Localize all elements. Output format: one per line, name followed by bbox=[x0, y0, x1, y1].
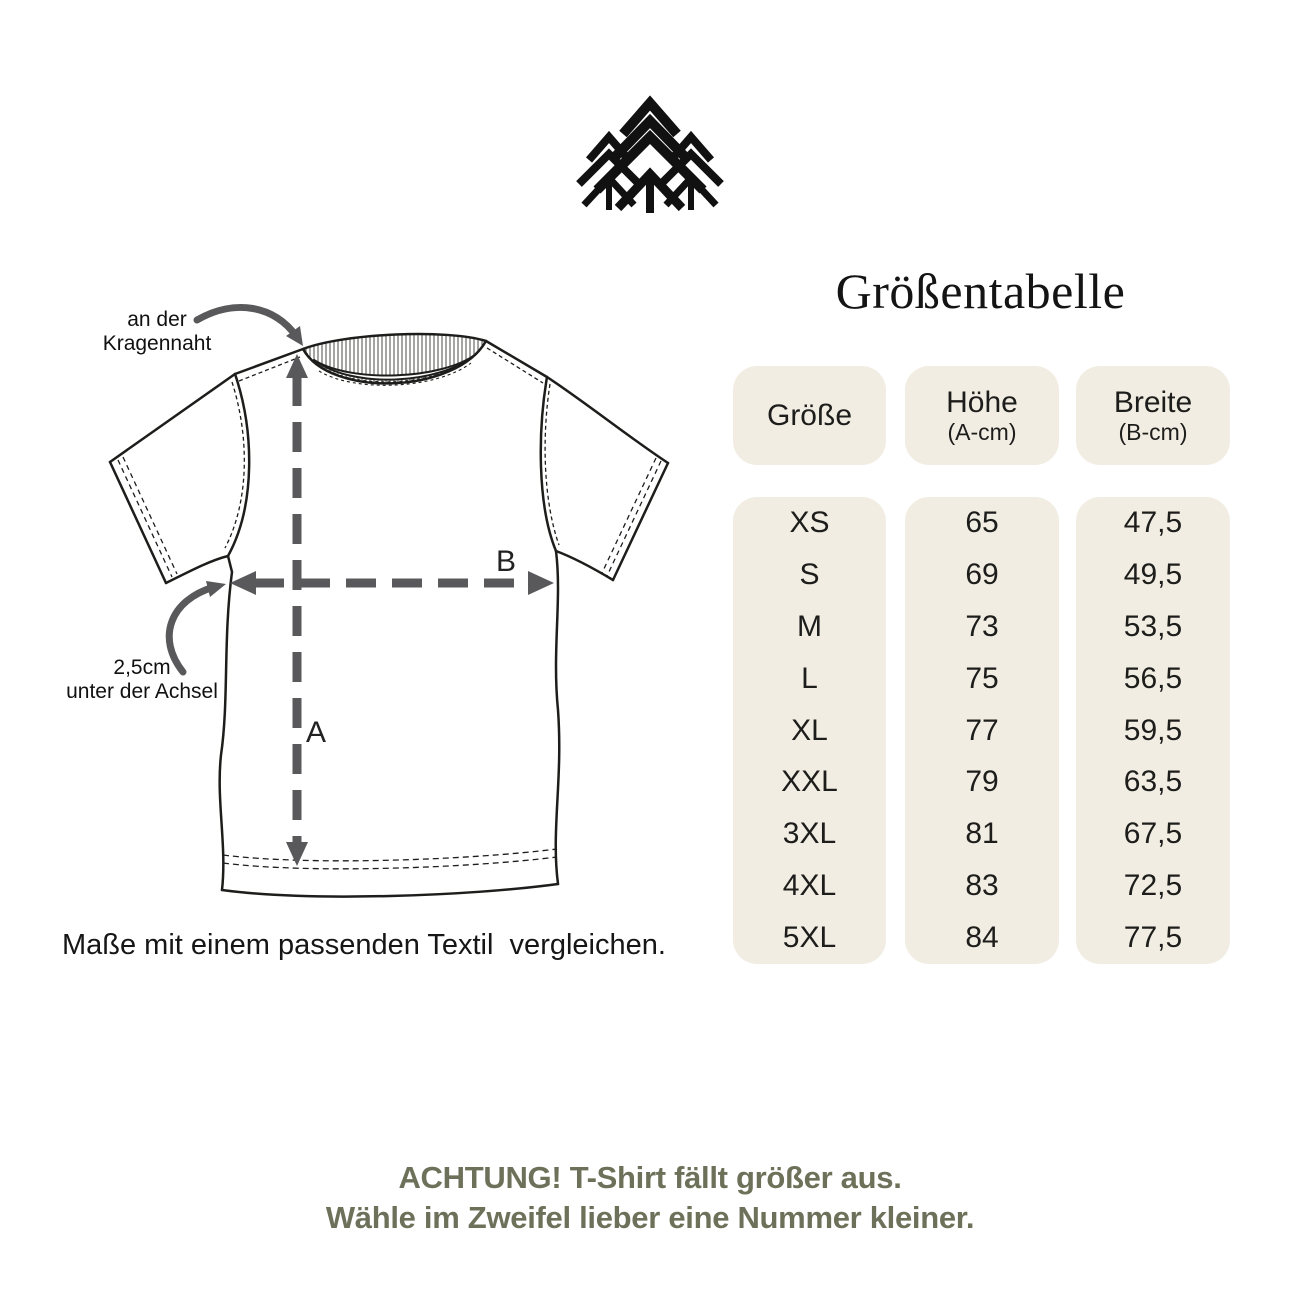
collar-label-line2: Kragennaht bbox=[102, 332, 212, 355]
cell-breite-0: 47,5 bbox=[1123, 505, 1183, 539]
warning-line1: ACHTUNG! T-Shirt fällt größer aus. bbox=[398, 1160, 902, 1195]
tshirt-measurement-diagram bbox=[60, 295, 720, 920]
cell-hoehe-6: 81 bbox=[965, 817, 999, 851]
cell-size-2: M bbox=[797, 609, 822, 643]
collar-label bbox=[96, 308, 218, 356]
cell-size-3: L bbox=[801, 661, 818, 695]
header-hoehe-label: Höhe bbox=[946, 385, 1018, 419]
armpit-label bbox=[58, 656, 226, 704]
cell-size-5: XXL bbox=[781, 765, 838, 799]
cell-size-6: 3XL bbox=[782, 817, 837, 851]
cell-hoehe-4: 77 bbox=[965, 713, 999, 747]
warning-text bbox=[0, 1158, 1300, 1238]
diagram-caption: Maße mit einem passenden Textil vergleichen. bbox=[62, 929, 666, 961]
cell-breite-4: 59,5 bbox=[1123, 713, 1183, 747]
column-size bbox=[733, 497, 886, 964]
cell-hoehe-2: 73 bbox=[965, 609, 999, 643]
cell-hoehe-7: 83 bbox=[965, 869, 999, 903]
cell-breite-3: 56,5 bbox=[1123, 661, 1183, 695]
cell-size-8: 5XL bbox=[782, 921, 837, 955]
cell-hoehe-0: 65 bbox=[965, 505, 999, 539]
cell-hoehe-3: 75 bbox=[965, 661, 999, 695]
cell-size-0: XS bbox=[789, 505, 830, 539]
cell-size-7: 4XL bbox=[782, 869, 837, 903]
cell-size-4: XL bbox=[791, 713, 828, 747]
cell-breite-5: 63,5 bbox=[1123, 765, 1183, 799]
cell-breite-7: 72,5 bbox=[1123, 869, 1183, 903]
measure-arrow-a bbox=[286, 354, 308, 866]
measure-letter-b: B bbox=[496, 545, 517, 578]
cell-breite-2: 53,5 bbox=[1123, 609, 1183, 643]
cell-size-1: S bbox=[799, 557, 820, 591]
cell-hoehe-5: 79 bbox=[965, 765, 999, 799]
cell-hoehe-1: 69 bbox=[965, 557, 999, 591]
cell-breite-8: 77,5 bbox=[1123, 921, 1183, 955]
header-hoehe bbox=[905, 366, 1059, 465]
header-groesse bbox=[733, 366, 886, 465]
header-groesse-label: Größe bbox=[766, 398, 853, 432]
stitch-lines bbox=[118, 344, 661, 869]
column-breite bbox=[1076, 497, 1230, 964]
warning-line2: Wähle im Zweifel lieber eine Nummer kleiner. bbox=[325, 1200, 975, 1235]
column-hoehe bbox=[905, 497, 1059, 964]
cell-hoehe-8: 84 bbox=[965, 921, 999, 955]
cell-breite-1: 49,5 bbox=[1123, 557, 1183, 591]
collar-label-line1: an der bbox=[127, 308, 187, 331]
header-breite bbox=[1076, 366, 1230, 465]
shirt-outline bbox=[110, 334, 668, 897]
three-pines-logo-icon bbox=[575, 90, 730, 215]
measure-letter-a: A bbox=[306, 716, 327, 749]
cell-breite-6: 67,5 bbox=[1123, 817, 1183, 851]
armpit-label-line2: unter der Achsel bbox=[66, 680, 218, 703]
header-breite-sub: (B-cm) bbox=[1118, 418, 1188, 445]
page-title: Größentabelle bbox=[835, 263, 1126, 319]
header-breite-label: Breite bbox=[1113, 385, 1193, 419]
header-hoehe-sub: (A-cm) bbox=[947, 418, 1017, 445]
armpit-label-line1: 2,5cm bbox=[113, 656, 171, 679]
